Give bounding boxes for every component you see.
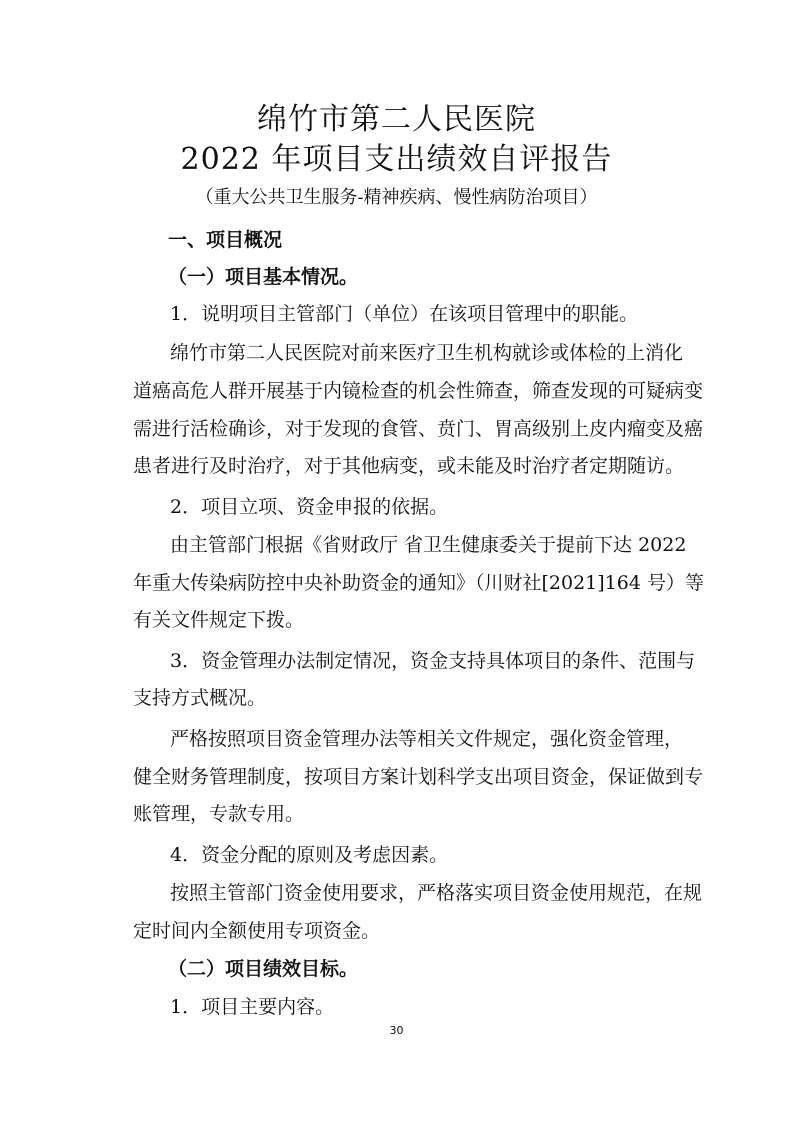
item-title: 1．项目主要内容。 — [170, 996, 335, 1018]
page-number: 30 — [389, 1024, 404, 1037]
item-title: 4．资金分配的原则及考虑因素。 — [170, 844, 449, 866]
item-title: 1．说明项目主管部门（单位）在该项目管理中的职能。 — [170, 303, 639, 325]
paragraph-line: 年重大传染病防控中央补助资金的通知》（川财社[2021]164 号）等 — [133, 572, 704, 594]
document-title-line2: 2022 年项目支出绩效自评报告 — [180, 142, 613, 177]
item-title: 3．资金管理办法制定情况，资金支持具体项目的条件、范围与 — [170, 650, 696, 672]
item-title: 2．项目立项、资金申报的依据。 — [170, 496, 449, 518]
subsection-heading: （一）项目基本情况。 — [168, 266, 359, 288]
item-title-continued: 支持方式概况。 — [133, 687, 267, 709]
paragraph-line: 由主管部门根据《省财政厅 省卫生健康委关于提前下达 2022 — [170, 534, 687, 556]
paragraph-line: 账管理，专款专用。 — [133, 803, 305, 825]
paragraph-line: 严格按照项目资金管理办法等相关文件规定，强化资金管理， — [170, 728, 684, 750]
document-title-line1: 绵竹市第二人民医院 — [257, 102, 536, 137]
paragraph-line: 按照主管部门资金使用要求，严格落实项目资金使用规范，在规 — [170, 882, 703, 904]
paragraph-line: 定时间内全额使用专项资金。 — [133, 920, 381, 942]
paragraph-line: 有关文件规定下拨。 — [133, 609, 305, 631]
paragraph-line: 需进行活检确诊，对于发现的食管、贲门、胃高级别上皮内瘤变及癌 — [133, 418, 704, 440]
section-heading: 一、项目概况 — [168, 229, 283, 251]
paragraph-line: 健全财务管理制度，按项目方案计划科学支出项目资金，保证做到专 — [133, 766, 704, 788]
document-subtitle: （重大公共卫生服务-精神疾病、慢性病防治项目） — [195, 187, 598, 208]
paragraph-line: 道癌高危人群开展基于内镜检查的机会性筛查，筛查发现的可疑病变 — [133, 380, 704, 402]
paragraph-line: 绵竹市第二人民医院对前来医疗卫生机构就诊或体检的上消化 — [170, 342, 684, 364]
subsection-heading: （二）项目绩效目标。 — [168, 958, 359, 980]
paragraph-line: 患者进行及时治疗，对于其他病变，或未能及时治疗者定期随访。 — [133, 455, 685, 477]
